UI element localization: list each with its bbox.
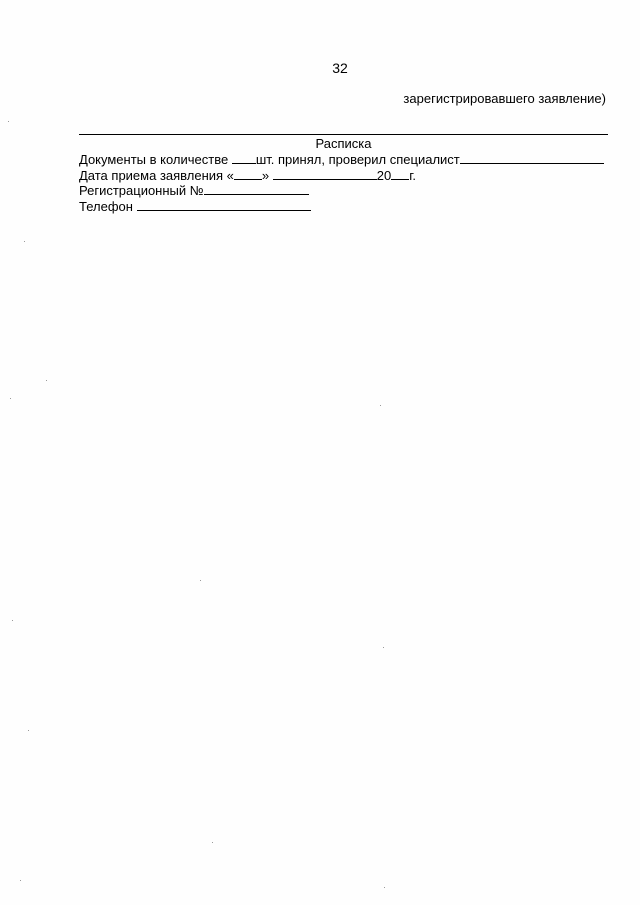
documents-count-label: Документы в количестве bbox=[79, 152, 229, 167]
scan-speck bbox=[8, 121, 9, 122]
date-year-prefix: 20 bbox=[376, 168, 392, 183]
phone-label: Телефон bbox=[79, 199, 133, 214]
page-number: 32 bbox=[332, 60, 348, 76]
documents-count-blank[interactable] bbox=[232, 151, 256, 164]
documents-count-line bbox=[79, 151, 604, 168]
date-day-blank[interactable] bbox=[234, 167, 262, 180]
header-note: зарегистрировавшего заявление) bbox=[403, 91, 606, 106]
date-year-suffix: г. bbox=[409, 168, 417, 183]
registration-number-label: Регистрационный № bbox=[79, 183, 204, 198]
application-date-label: Дата приема заявления « bbox=[79, 168, 234, 183]
scan-speck bbox=[10, 398, 11, 399]
specialist-name-blank[interactable] bbox=[460, 151, 604, 164]
date-close-quote: » bbox=[261, 168, 270, 183]
scan-speck bbox=[384, 887, 385, 888]
scan-speck bbox=[24, 241, 25, 242]
date-year-blank[interactable] bbox=[391, 167, 409, 180]
registration-number-line bbox=[79, 182, 309, 199]
scan-speck bbox=[380, 405, 381, 406]
scan-speck bbox=[20, 880, 21, 881]
scan-speck bbox=[28, 730, 29, 731]
receipt-title: Расписка bbox=[315, 136, 372, 151]
date-month-blank[interactable] bbox=[273, 167, 377, 180]
registration-number-blank[interactable] bbox=[204, 182, 309, 195]
documents-accepted-text: шт. принял, проверил специалист bbox=[255, 152, 460, 167]
scan-speck bbox=[12, 620, 13, 621]
scan-speck bbox=[200, 580, 201, 581]
scan-speck bbox=[46, 380, 47, 381]
section-divider bbox=[79, 134, 608, 135]
scan-speck bbox=[383, 647, 384, 648]
phone-line bbox=[79, 198, 311, 215]
phone-blank[interactable] bbox=[137, 198, 311, 211]
scan-speck bbox=[212, 842, 213, 843]
